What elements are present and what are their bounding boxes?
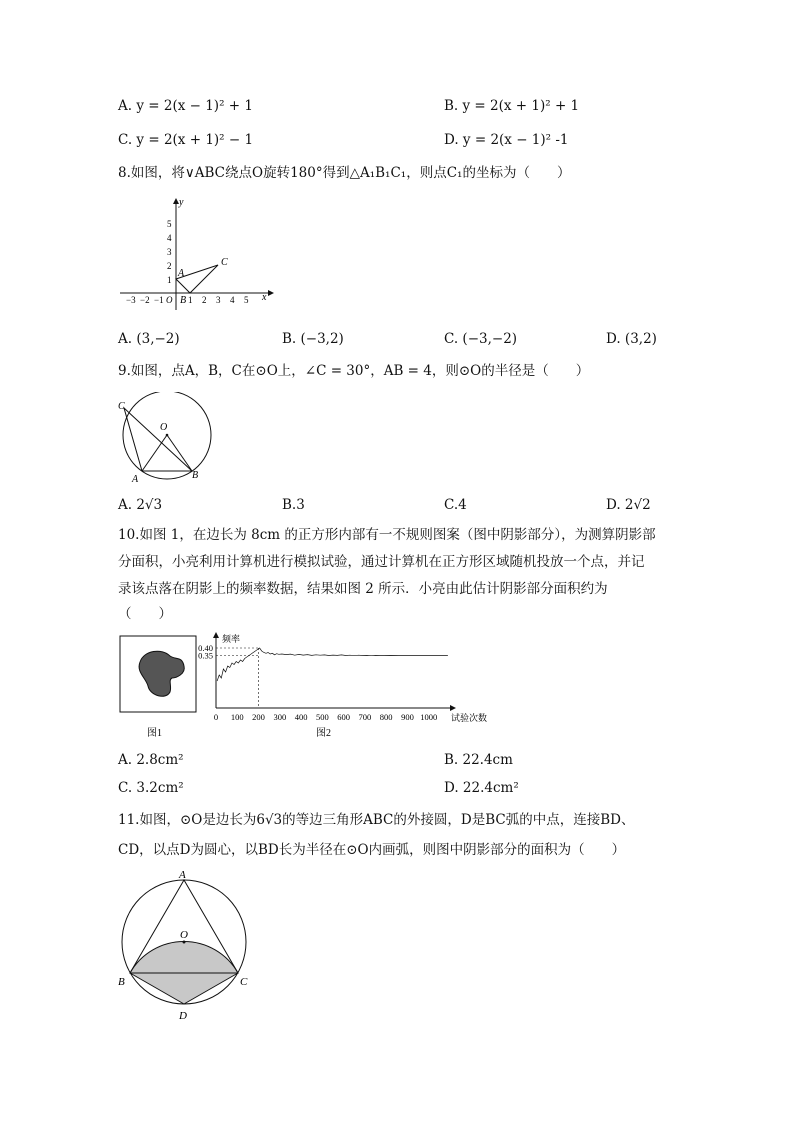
q8-option-c[interactable]: C. (−3,−2) (444, 331, 518, 347)
q8-y-tick: 1 (167, 275, 172, 285)
q9-option-b[interactable]: B.3 (282, 497, 305, 513)
q9-option-a[interactable]: A. 2√3 (118, 497, 163, 513)
q7-option-c[interactable]: C. y = 2(x + 1)² − 1 (118, 132, 254, 148)
q11-stem-line1: 11.如图，⊙O是边长为6√3的等边三角形ABC的外接圆，D是BC弧的中点，连接BD、 (118, 812, 635, 828)
chart-x-tick-label: 500 (315, 712, 329, 722)
chart-x-tick-label: 0 (213, 712, 219, 722)
q8-option-a[interactable]: A. (3,−2) (118, 331, 180, 347)
q10-stem-line4: （ ） (118, 606, 172, 622)
chart-x-tick-label: 900 (401, 712, 414, 722)
q8-y-tick: 4 (167, 233, 172, 243)
q8-x-arrow-icon (268, 290, 274, 296)
chart-x-tick-label: 100 (230, 712, 244, 722)
q11-label-o: O (180, 929, 188, 941)
q8-y-tick: 3 (167, 247, 172, 257)
q9-label-o: O (160, 422, 168, 433)
q8-label-b: B (180, 295, 187, 306)
q7-option-b[interactable]: B. y = 2(x + 1)² + 1 (444, 98, 580, 114)
chart-x-label: 试验次数 (451, 714, 488, 724)
q10-figure1 (118, 634, 198, 742)
q7-option-d[interactable]: D. y = 2(x − 1)² -1 (444, 132, 569, 148)
q8-option-d[interactable]: D. (3,2) (606, 331, 657, 347)
q8-y-ticks (167, 219, 172, 285)
q10-stem-line1: 10.如图 1，在边长为 8cm 的正方形内部有一不规则图案（图中阴影部分），为测算阴影部 (118, 527, 656, 543)
q9-circle-figure (116, 392, 220, 484)
q10-frequency-chart (192, 630, 502, 742)
q8-x-tick: 3 (216, 295, 221, 305)
q8-x-tick: 1 (188, 295, 193, 305)
q8-x-ticks (126, 295, 249, 305)
q9-radius-ob (167, 435, 192, 471)
q10-option-c[interactable]: C. 3.2cm² (118, 780, 184, 796)
q10-stem-line3: 录该点落在阴影上的频率数据，结果如图 2 所示．小亮由此估计阴影部分面积约为 (118, 581, 608, 597)
q8-x-label: x (262, 292, 267, 303)
q9-label-b: B (192, 470, 199, 481)
q8-coordinate-figure (116, 196, 276, 316)
chart-frequency-series (217, 648, 448, 681)
q8-label-c: C (221, 257, 228, 268)
q11-label-a: A (179, 869, 186, 881)
q9-label-c: C (118, 401, 125, 412)
chart-x-tick-label: 300 (273, 712, 287, 722)
q8-origin-label: O (166, 295, 173, 305)
q9-option-d[interactable]: D. 2√2 (606, 497, 651, 513)
q8-x-tick: −1 (154, 295, 164, 305)
q8-label-a: A (178, 268, 185, 279)
q10-option-a[interactable]: A. 2.8cm² (118, 752, 184, 768)
q8-y-tick: 5 (167, 219, 172, 229)
chart-x-tick-label: 800 (379, 712, 393, 722)
q8-x-tick: 5 (244, 295, 249, 305)
q8-stem: 8.如图，将∨ABC绕点O旋转180°得到△A₁B₁C₁，则点C₁的坐标为（ ） (118, 165, 571, 181)
q10-fig2-caption: 图2 (316, 728, 331, 739)
chart-x-tick-label: 400 (294, 712, 308, 722)
chart-x-tick-label: 600 (337, 712, 351, 722)
q7-option-a[interactable]: A. y = 2(x − 1)² + 1 (118, 98, 253, 114)
q9-center-dot (166, 434, 169, 437)
q11-label-b: B (118, 976, 125, 988)
q9-triangle-abc (124, 408, 192, 471)
q10-shaded-region (139, 651, 184, 696)
q11-circle-figure (116, 868, 256, 1024)
q9-radius-oa (142, 435, 167, 471)
q9-label-a: A (132, 474, 139, 484)
chart-guides (198, 643, 258, 708)
q8-y-label: y (179, 197, 184, 208)
q8-option-b[interactable]: B. (−3,2) (282, 331, 344, 347)
q8-x-tick: 4 (230, 295, 235, 305)
q8-x-tick: 2 (202, 295, 207, 305)
chart-x-arrow-icon (450, 705, 456, 711)
q11-label-d: D (179, 1010, 187, 1022)
q11-stem-line2: CD，以点D为圆心，以BD长为半径在⊙O内画弧，则图中阴影部分的面积为（ ） (118, 842, 626, 858)
chart-x-tick-label: 1000 (420, 712, 438, 722)
q10-option-b[interactable]: B. 22.4cm (444, 752, 513, 768)
chart-y-arrow-icon (213, 632, 219, 638)
q11-label-c: C (240, 976, 248, 988)
chart-x-ticks (214, 712, 437, 722)
chart-y-tick-label: 0.40 (198, 643, 213, 653)
q8-x-tick: −3 (126, 295, 136, 305)
q9-stem: 9.如图，点A，B，C在⊙O上，∠C = 30°，AB = 4，则⊙O的半径是（ ） (118, 363, 590, 379)
q9-option-c[interactable]: C.4 (444, 497, 467, 513)
chart-x-tick-label: 200 (252, 712, 265, 722)
q10-stem-line2: 分面积，小亮利用计算机进行模拟试验，通过计算机在正方形区域随机投放一个点，并记 (118, 554, 645, 570)
q8-x-tick: −2 (140, 295, 150, 305)
q8-y-tick: 2 (167, 261, 172, 271)
q10-option-d[interactable]: D. 22.4cm² (444, 780, 519, 796)
chart-y-label: 频率 (222, 635, 241, 645)
chart-x-tick-label: 700 (358, 712, 372, 722)
chart-y-tick-label: 0.35 (198, 650, 213, 661)
q10-fig1-caption: 图1 (147, 728, 162, 739)
